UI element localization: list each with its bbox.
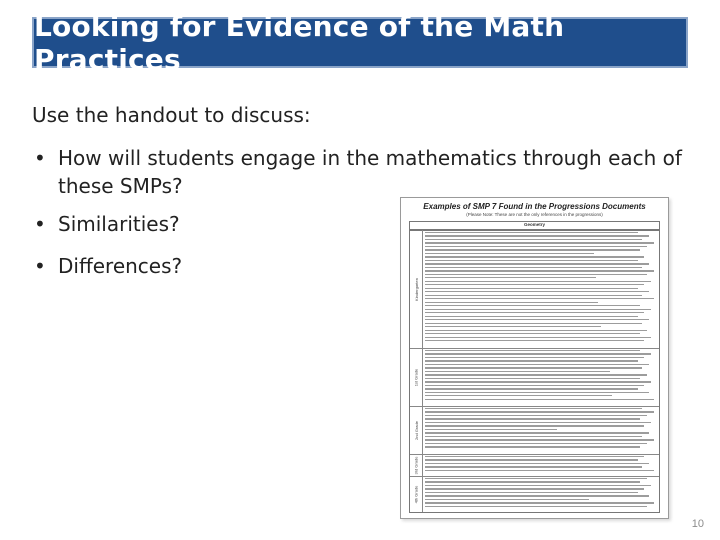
handout-text-line	[425, 277, 596, 278]
handout-text-line	[425, 418, 640, 419]
handout-text-line	[425, 492, 638, 493]
handout-text-line	[425, 337, 651, 338]
bullet-text: Similarities?	[58, 212, 180, 236]
bullet-icon: •	[34, 146, 46, 170]
handout-text-line	[425, 466, 642, 467]
handout-text-line	[425, 260, 638, 261]
handout-text-line	[425, 357, 644, 358]
handout-text-line	[425, 249, 640, 250]
handout-text-line	[425, 436, 642, 437]
handout-text-line	[425, 288, 638, 289]
handout-text-line	[425, 459, 638, 460]
handout-text-line	[425, 411, 654, 412]
handout-text-line	[425, 353, 651, 354]
handout-text-line	[425, 485, 651, 486]
handout-row-text	[425, 478, 656, 510]
handout-text-line	[425, 381, 651, 382]
handout-text-line	[425, 298, 654, 299]
handout-text-line	[425, 481, 640, 482]
handout-text-line	[425, 488, 644, 489]
intro-text: Use the handout to discuss:	[32, 103, 311, 127]
handout-text-line	[425, 395, 612, 396]
handout-text-line	[425, 399, 654, 400]
bullet-icon: •	[34, 212, 46, 236]
handout-text-line	[425, 232, 638, 233]
handout-text-line	[425, 443, 647, 444]
handout-text-line	[425, 371, 610, 372]
handout-text-line	[425, 312, 644, 313]
handout-text-line	[425, 422, 651, 423]
bullet-item	[32, 210, 180, 238]
handout-text-line	[425, 242, 654, 243]
handout-text-line	[425, 256, 644, 257]
bullet-item	[32, 252, 182, 280]
handout-text-line	[425, 235, 649, 236]
handout-text-line	[425, 456, 644, 457]
handout-row	[410, 406, 659, 455]
handout-row-label: 4th Grade	[413, 485, 419, 503]
slide-title: Looking for Evidence of the Math Practices	[34, 9, 565, 76]
handout-row-text	[425, 456, 656, 474]
handout-text-line	[425, 319, 649, 320]
handout-text-line	[425, 502, 654, 503]
handout-text-line	[425, 246, 647, 247]
handout-text-line	[425, 432, 649, 433]
bullet-item	[32, 144, 682, 200]
handout-text-line	[425, 392, 649, 393]
handout-text-line	[425, 323, 642, 324]
handout-text-line	[425, 295, 642, 296]
handout-row-label: 1st Grade	[413, 368, 419, 386]
handout-text-line	[425, 281, 651, 282]
handout-text-line	[425, 463, 649, 464]
handout-row-text	[425, 408, 656, 452]
handout-row	[410, 454, 659, 477]
handout-text-line	[425, 415, 647, 416]
handout-row	[410, 230, 659, 349]
handout-row	[410, 476, 659, 512]
handout-text-line	[425, 408, 642, 409]
handout-text-line	[425, 326, 601, 327]
handout-text-line	[425, 291, 649, 292]
handout-text-line	[425, 429, 557, 430]
bullet-text: Differences?	[58, 254, 183, 278]
bullet-text: How will students engage in the mathematics through each of these SMPs?	[58, 146, 682, 198]
handout-text-line	[425, 263, 649, 264]
handout-text-line	[425, 446, 640, 447]
handout-text-line	[425, 364, 649, 365]
handout-title: Examples of SMP 7 Found in the Progressions Documents	[423, 202, 646, 211]
handout-text-line	[425, 316, 638, 317]
handout-text-line	[425, 340, 644, 341]
handout-row	[410, 348, 659, 407]
handout-text-line	[425, 284, 644, 285]
handout-row-label: 2nd Grade	[413, 420, 419, 440]
handout-image	[400, 197, 669, 519]
handout-text-line	[425, 388, 638, 389]
handout-row-text	[425, 232, 656, 346]
handout-text-line	[425, 270, 654, 271]
handout-row-text	[425, 350, 656, 404]
handout-row-label: Kindergarten	[413, 277, 419, 301]
handout-text-line	[425, 425, 644, 426]
handout-text-line	[425, 367, 642, 368]
handout-text-line	[425, 499, 589, 500]
handout-text-line	[425, 506, 647, 507]
handout-header: Geometry	[409, 221, 660, 231]
handout-text-line	[425, 374, 647, 375]
handout-text-line	[425, 360, 638, 361]
handout-text-line	[425, 309, 651, 310]
page-number: 10	[691, 518, 704, 530]
handout-table	[409, 229, 660, 513]
handout-text-line	[425, 239, 642, 240]
handout-text-line	[425, 470, 654, 471]
bullet-icon: •	[34, 254, 46, 278]
handout-text-line	[425, 350, 640, 351]
title-bar	[32, 9, 688, 76]
handout-text-line	[425, 495, 649, 496]
handout-row-label: 3rd Grade	[413, 455, 419, 475]
handout-text-line	[425, 439, 654, 440]
handout-subtitle: (Please Note: These are not the only references in the progressions)	[466, 212, 603, 217]
handout-text-line	[425, 302, 598, 303]
handout-text-line	[425, 385, 644, 386]
handout-text-line	[425, 478, 647, 479]
handout-text-line	[425, 253, 594, 254]
handout-text-line	[425, 305, 640, 306]
handout-text-line	[425, 330, 647, 331]
handout-text-line	[425, 378, 640, 379]
handout-text-line	[425, 333, 640, 334]
handout-text-line	[425, 274, 647, 275]
handout-text-line	[425, 267, 642, 268]
